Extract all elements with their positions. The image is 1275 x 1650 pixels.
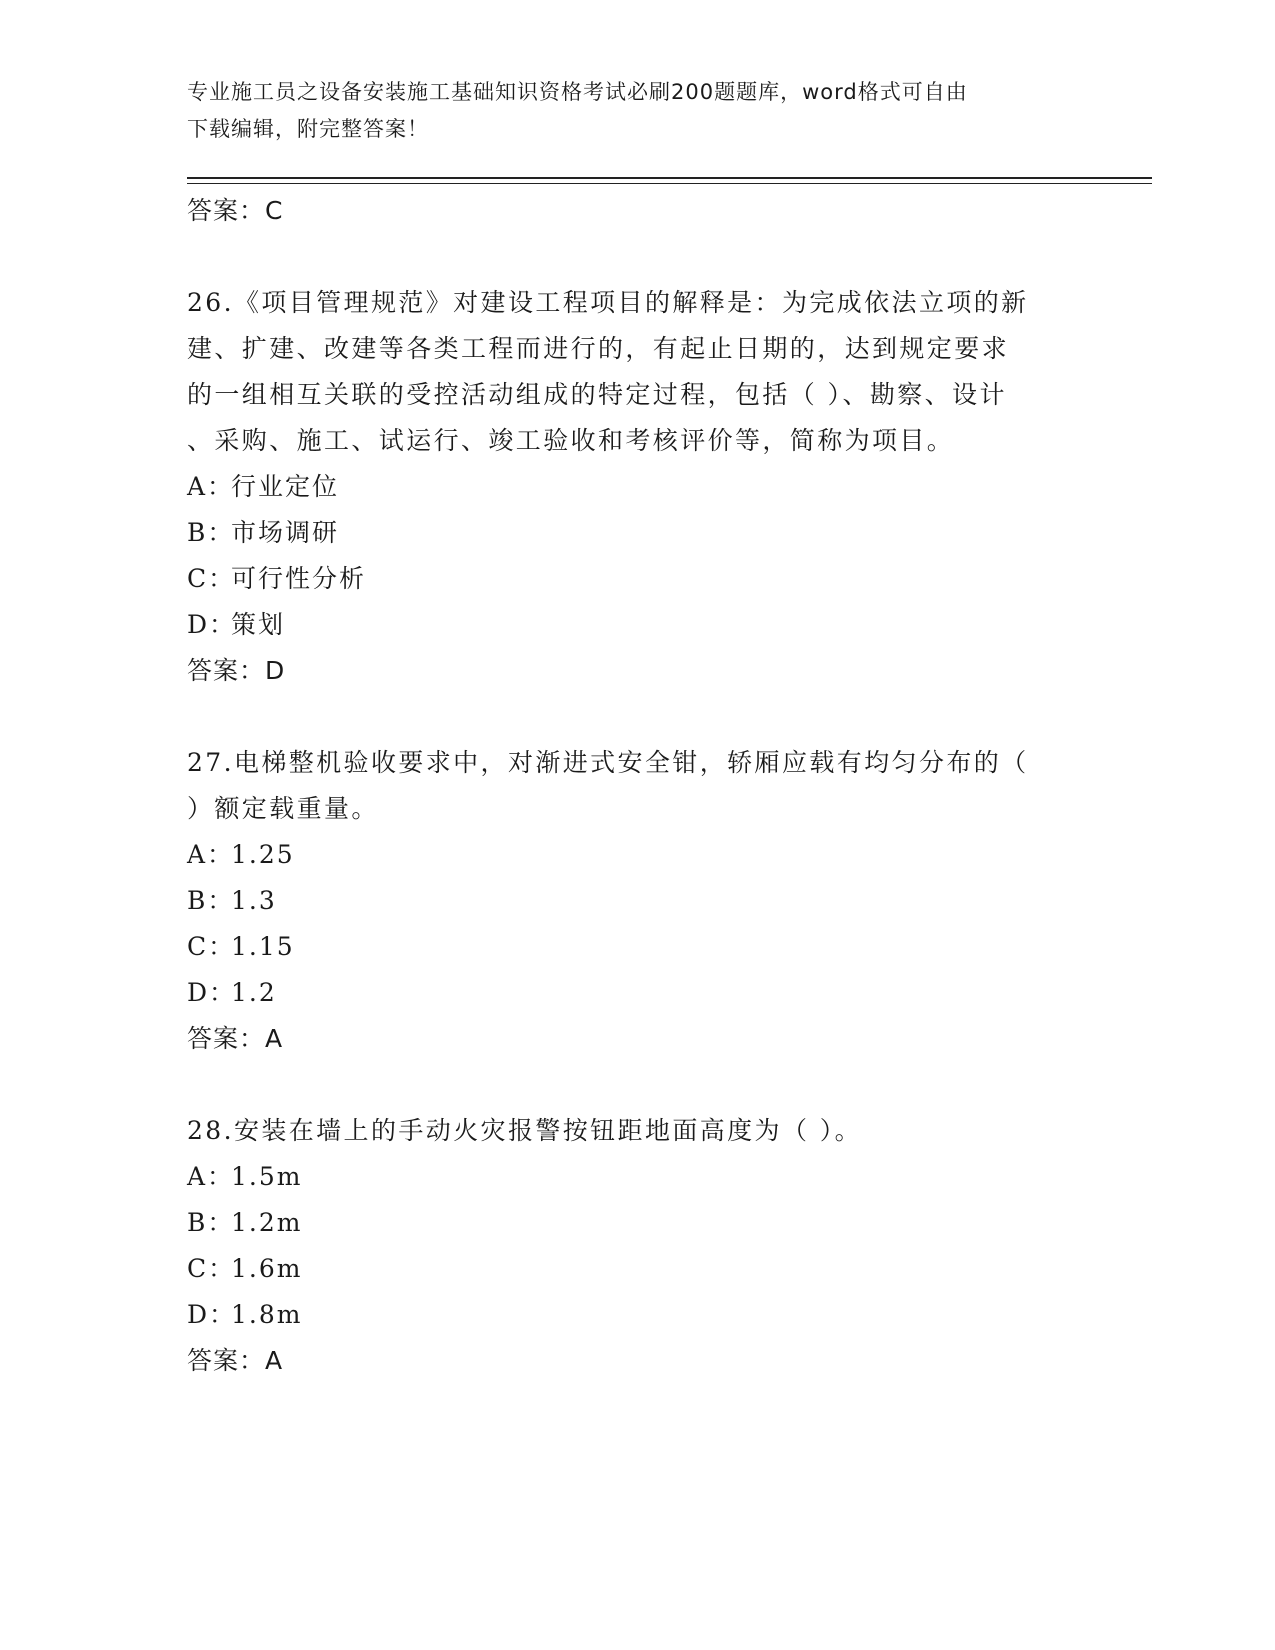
header-divider-thin xyxy=(187,183,1152,184)
header-title-line-2: 下载编辑，附完整答案！ xyxy=(187,117,429,141)
question-28-option-a: A：1.5m xyxy=(187,1162,303,1191)
question-26-line-1: 26.《项目管理规范》对建设工程项目的解释是：为完成依法立项的新 xyxy=(187,288,1029,317)
header-title-line-1: 专业施工员之设备安装施工基础知识资格考试必刷200题题库，word格式可自由 xyxy=(187,80,968,104)
answer-prev-question: 答案：C xyxy=(187,196,284,225)
question-28-answer: 答案：A xyxy=(187,1346,284,1375)
question-26-answer: 答案：D xyxy=(187,656,286,685)
question-26-line-2: 建、扩建、改建等各类工程而进行的，有起止日期的，达到规定要求 xyxy=(187,334,1010,363)
question-27 xyxy=(187,740,1087,1062)
question-26-line-4: 、采购、施工、试运行、竣工验收和考核评价等，简称为项目。 xyxy=(187,426,955,455)
question-26-line-3: 的一组相互关联的受控活动组成的特定过程，包括（ ）、勘察、设计 xyxy=(187,380,1007,409)
question-28-option-d: D：1.8m xyxy=(187,1300,303,1329)
question-27-option-c: C：1.15 xyxy=(187,932,295,961)
question-27-line-2: ）额定载重量。 xyxy=(187,794,379,823)
spacer xyxy=(187,1062,1087,1108)
question-27-answer: 答案：A xyxy=(187,1024,284,1053)
question-26-option-a: A：行业定位 xyxy=(187,472,340,501)
question-list xyxy=(187,188,1087,1384)
question-28 xyxy=(187,1108,1087,1384)
question-26-option-b: B：市场调研 xyxy=(187,518,340,547)
question-26 xyxy=(187,280,1087,694)
question-27-option-b: B：1.3 xyxy=(187,886,277,915)
question-26-option-d: D：策划 xyxy=(187,610,286,639)
question-28-option-c: C：1.6m xyxy=(187,1254,303,1283)
spacer xyxy=(187,234,1087,280)
question-27-option-d: D：1.2 xyxy=(187,978,277,1007)
question-26-option-c: C：可行性分析 xyxy=(187,564,367,593)
question-27-line-1: 27.电梯整机验收要求中，对渐进式安全钳，轿厢应载有均匀分布的（ xyxy=(187,748,1029,777)
question-27-option-a: A：1.25 xyxy=(187,840,295,869)
question-28-option-b: B：1.2m xyxy=(187,1208,303,1237)
header-divider-thick xyxy=(187,177,1152,179)
document-header xyxy=(187,74,1087,148)
question-28-line-1: 28.安装在墙上的手动火灾报警按钮距地面高度为（ ）。 xyxy=(187,1116,863,1145)
spacer xyxy=(187,694,1087,740)
